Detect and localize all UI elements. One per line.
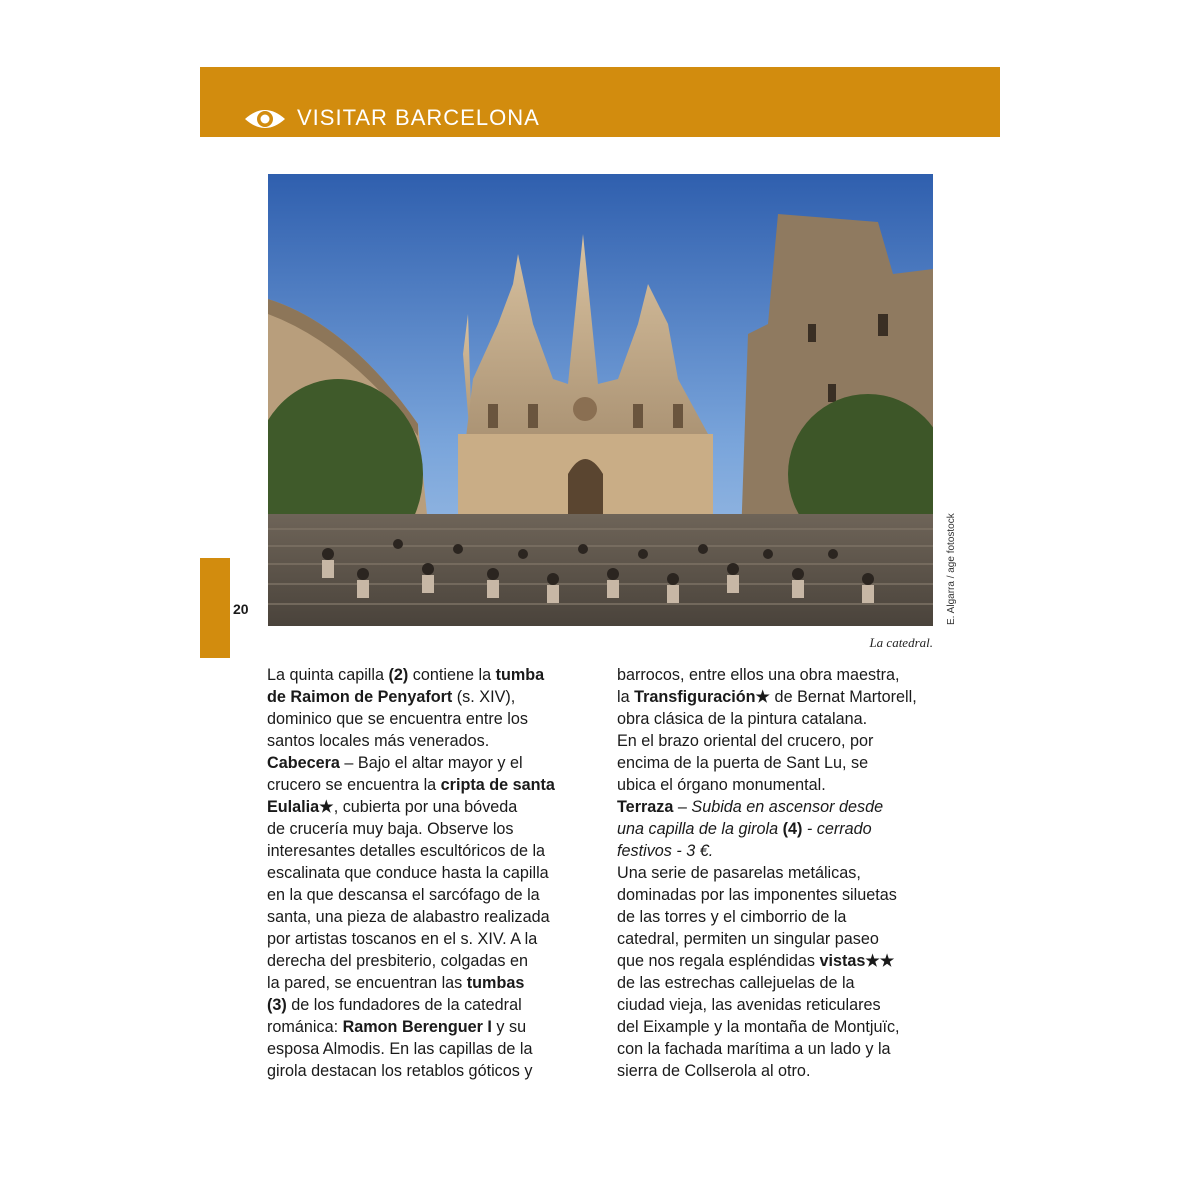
text-line: encima de la puerta de Sant Lu, se <box>617 754 869 772</box>
text-line: dominico que se encuentra entre los <box>267 710 528 728</box>
text-column-left <box>267 664 587 1082</box>
text-line: por artistas toscanos en el s. XIV. A la <box>267 930 538 948</box>
page-tab <box>200 558 230 658</box>
text-column-right <box>617 664 937 1082</box>
text-line: La quinta capilla (2) contiene la tumba <box>267 666 545 684</box>
cathedral-photo <box>268 174 933 626</box>
text-line: obra clásica de la pintura catalana. <box>617 710 868 728</box>
text-line: Terraza – Subida en ascensor desde <box>617 798 884 816</box>
text-line: de Raimon de Penyafort (s. XIV), <box>267 688 516 706</box>
text-line: en la que descansa el sarcófago de la <box>267 886 540 904</box>
text-line: santos locales más venerados. <box>267 732 490 750</box>
text-line: la Transfiguración★ de Bernat Martorell, <box>617 688 917 706</box>
text-line: de crucería muy baja. Observe los <box>267 820 514 838</box>
text-line: ciudad vieja, las avenidas reticulares <box>617 996 881 1014</box>
text-line: una capilla de la girola (4) - cerrado <box>617 820 872 838</box>
eye-icon <box>243 105 287 133</box>
text-line: románica: Ramon Berenguer I y su <box>267 1018 527 1036</box>
photo-credit: E. Algarra / age fotostock <box>946 513 957 625</box>
text-line: interesantes detalles escultóricos de la <box>267 842 546 860</box>
text-line: derecha del presbiterio, colgadas en <box>267 952 528 970</box>
text-line: catedral, permiten un singular paseo <box>617 930 879 948</box>
text-line: sierra de Collserola al otro. <box>617 1062 811 1080</box>
text-line: (3) de los fundadores de la catedral <box>267 996 522 1014</box>
text-line: que nos regala espléndidas vistas★★ <box>617 952 895 970</box>
photo-caption: La catedral. <box>869 635 933 650</box>
text-line: barrocos, entre ellos una obra maestra, <box>617 666 900 684</box>
section-header <box>200 67 1000 137</box>
text-line: festivos - 3 €. <box>617 842 714 860</box>
text-line: esposa Almodis. En las capillas de la <box>267 1040 533 1058</box>
section-title: VISITAR BARCELONA <box>297 105 540 130</box>
text-line: Una serie de pasarelas metálicas, <box>617 864 861 882</box>
text-line: escalinata que conduce hasta la capilla <box>267 864 549 882</box>
text-line: dominadas por las imponentes siluetas <box>617 886 897 904</box>
text-line: con la fachada marítima a un lado y la <box>617 1040 891 1058</box>
text-line: ubica el órgano monumental. <box>617 776 826 794</box>
text-line: la pared, se encuentran las tumbas <box>267 974 525 992</box>
text-line: Eulalia★, cubierta por una bóveda <box>267 798 518 816</box>
text-line: del Eixample y la montaña de Montjuïc, <box>617 1018 900 1036</box>
text-line: En el brazo oriental del crucero, por <box>617 732 874 750</box>
text-line: girola destacan los retablos góticos y <box>267 1062 533 1080</box>
text-line: crucero se encuentra la cripta de santa <box>267 776 555 794</box>
text-line: santa, una pieza de alabastro realizada <box>267 908 550 926</box>
text-line: de las torres y el cimborrio de la <box>617 908 847 926</box>
page-number: 20 <box>233 601 249 617</box>
text-line: Cabecera – Bajo el altar mayor y el <box>267 754 523 772</box>
text-line: de las estrechas callejuelas de la <box>617 974 855 992</box>
